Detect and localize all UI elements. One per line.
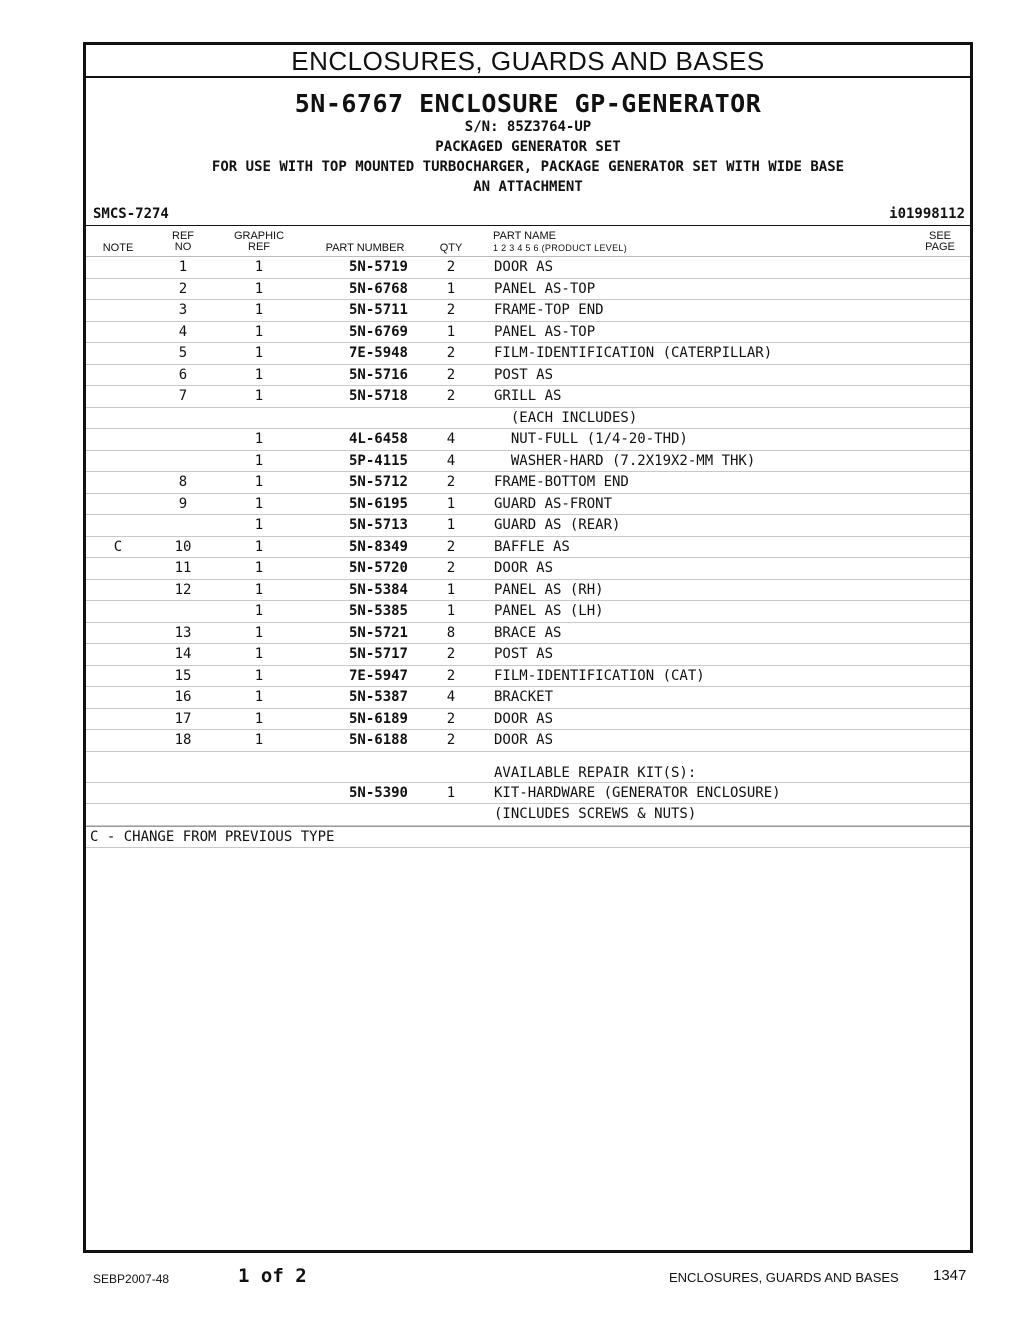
- cell-graphic-ref: 1: [254, 323, 264, 340]
- parts-page-frame: [83, 42, 973, 1253]
- cell-qty: 1: [446, 603, 456, 619]
- table-row: [86, 429, 970, 451]
- cell-part-number: 7E-5948: [348, 345, 408, 361]
- cell-graphic-ref: 1: [254, 302, 264, 318]
- cell-qty: 2: [446, 366, 456, 383]
- column-header-part-number: PART NUMBER: [325, 242, 405, 254]
- cell-ref-no: 8: [178, 474, 188, 490]
- cell-graphic-ref: 1: [254, 474, 264, 490]
- cell-qty: 4: [446, 431, 456, 447]
- cell-qty: 1: [446, 495, 456, 512]
- column-header-line: NO: [174, 241, 192, 253]
- table-row: [86, 730, 970, 752]
- column-header-note: NOTE: [102, 242, 134, 254]
- cell-part-name: PANEL AS-TOP: [494, 280, 596, 297]
- column-header-line: PAGE: [925, 241, 955, 253]
- cell-qty: 2: [446, 710, 456, 727]
- table-row: [86, 580, 970, 602]
- cell-graphic-ref: 1: [254, 538, 264, 555]
- cell-part-name: BAFFLE AS: [494, 538, 570, 555]
- cell-part-number: 5N-5720: [348, 560, 408, 576]
- cell-qty: 2: [446, 667, 456, 684]
- cell-graphic-ref: 1: [254, 667, 264, 684]
- cell-graphic-ref: 1: [254, 495, 264, 512]
- table-row: [86, 783, 970, 805]
- cell-qty: 2: [446, 388, 456, 404]
- cell-graphic-ref: 1: [254, 560, 264, 576]
- cell-graphic-ref: 1: [254, 624, 264, 641]
- table-row: [86, 687, 970, 709]
- cell-part-name: GUARD AS (REAR): [494, 517, 621, 533]
- cell-ref-no: 9: [178, 495, 188, 512]
- footer-page-of: 1 of 2: [238, 1265, 307, 1287]
- column-header-line: REF: [248, 241, 270, 253]
- cell-part-name: (INCLUDES SCREWS & NUTS): [494, 806, 697, 822]
- table-row: [86, 644, 970, 666]
- table-row: [86, 279, 970, 301]
- cell-qty: 2: [446, 732, 456, 748]
- cell-qty: 2: [446, 646, 456, 662]
- cell-ref-no: 1: [178, 259, 188, 275]
- column-header-graphic-ref: [226, 231, 292, 253]
- parts-table-body: [86, 257, 970, 826]
- divider: [86, 225, 970, 226]
- cell-qty: 2: [446, 302, 456, 318]
- smcs-code: SMCS-7274: [93, 206, 169, 222]
- cell-part-number: 5N-5711: [348, 302, 408, 318]
- assembly-description-line: PACKAGED GENERATOR SET: [435, 139, 621, 155]
- cell-part-name: (EACH INCLUDES): [494, 409, 638, 426]
- cell-graphic-ref: 1: [254, 452, 264, 469]
- cell-graphic-ref: 1: [254, 280, 264, 297]
- table-row: [86, 257, 970, 279]
- column-header-ref-no: [163, 231, 203, 253]
- cell-part-number: 5N-5716: [348, 366, 408, 383]
- cell-part-number: 5N-5385: [348, 603, 408, 619]
- cell-part-number: 5N-5721: [348, 624, 408, 641]
- cell-part-number: 5N-5384: [348, 581, 408, 598]
- cell-qty: 8: [446, 624, 456, 641]
- table-row: [86, 752, 970, 783]
- cell-part-name: KIT-HARDWARE (GENERATOR ENCLOSURE): [494, 784, 781, 801]
- cell-qty: 2: [446, 259, 456, 275]
- column-header-line: REF: [172, 230, 194, 242]
- cell-ref-no: 5: [178, 345, 188, 361]
- cell-part-name: BRACKET: [494, 689, 554, 705]
- table-row: [86, 365, 970, 387]
- table-row: [86, 804, 970, 826]
- cell-ref-no: 18: [174, 732, 192, 748]
- cell-ref-no: 12: [174, 581, 192, 598]
- cell-part-number: 4L-6458: [348, 431, 408, 447]
- cell-part-name: POST AS: [494, 646, 554, 662]
- cell-ref-no: 15: [174, 667, 192, 684]
- cell-part-name: DOOR AS: [494, 560, 554, 576]
- cell-part-number: 5N-6768: [348, 280, 408, 297]
- footer-doc-id: SEBP2007-48: [93, 1272, 170, 1286]
- cell-part-name: PANEL AS (LH): [494, 603, 604, 619]
- parts-table: [86, 257, 970, 848]
- cell-qty: 4: [446, 689, 456, 705]
- cell-part-number: 5N-6189: [348, 710, 408, 727]
- cell-part-name: DOOR AS: [494, 710, 554, 727]
- table-row: [86, 300, 970, 322]
- table-row: [86, 623, 970, 645]
- cell-qty: 1: [446, 581, 456, 598]
- cell-part-name: PANEL AS (RH): [494, 581, 604, 598]
- cell-qty: 2: [446, 345, 456, 361]
- cell-ref-no: 14: [174, 646, 192, 662]
- cell-part-number: 7E-5947: [348, 667, 408, 684]
- column-header-product-levels: 1 2 3 4 5 6 (PRODUCT LEVEL): [493, 243, 627, 253]
- column-header-line: SEE: [928, 230, 951, 242]
- serial-number-range: S/N: 85Z3764-UP: [464, 119, 592, 135]
- cell-part-name: WASHER-HARD (7.2X19X2-MM THK): [494, 452, 756, 469]
- cell-graphic-ref: 1: [254, 603, 264, 619]
- cell-part-number: 5N-5719: [348, 259, 408, 275]
- assembly-title: 5N-6767 ENCLOSURE GP-GENERATOR: [294, 89, 762, 118]
- cell-part-number: 5N-6195: [348, 495, 408, 512]
- table-row: [86, 537, 970, 559]
- cell-graphic-ref: 1: [254, 517, 264, 533]
- cell-part-number: 5N-6188: [348, 732, 408, 748]
- cell-graphic-ref: 1: [254, 259, 264, 275]
- table-row: [86, 343, 970, 365]
- cell-part-number: 5N-5718: [348, 388, 408, 404]
- cell-part-name: FRAME-BOTTOM END: [494, 474, 629, 490]
- cell-graphic-ref: 1: [254, 710, 264, 727]
- cell-part-number: 5P-4115: [348, 452, 408, 469]
- cell-graphic-ref: 1: [254, 689, 264, 705]
- cell-part-number: 5N-8349: [348, 538, 408, 555]
- cell-qty: 1: [446, 280, 456, 297]
- cell-graphic-ref: 1: [254, 366, 264, 383]
- table-row: [86, 408, 970, 430]
- cell-note: C: [113, 538, 123, 555]
- assembly-description-line: FOR USE WITH TOP MOUNTED TURBOCHARGER, PACKAGE GENERATOR SET WITH WIDE BASE: [211, 159, 845, 175]
- table-row: [86, 666, 970, 688]
- cell-part-name: FILM-IDENTIFICATION (CAT): [494, 667, 705, 684]
- cell-ref-no: 16: [174, 689, 192, 705]
- change-note: [86, 826, 970, 848]
- cell-graphic-ref: 1: [254, 646, 264, 662]
- section-header: ENCLOSURES, GUARDS AND BASES: [86, 45, 970, 78]
- table-row: [86, 558, 970, 580]
- cell-graphic-ref: 1: [254, 388, 264, 404]
- cell-ref-no: 7: [178, 388, 188, 404]
- cell-part-number: 5N-5717: [348, 646, 408, 662]
- cell-ref-no: 13: [174, 624, 192, 641]
- cell-ref-no: 2: [178, 280, 188, 297]
- column-header-see-page: [918, 231, 962, 253]
- cell-part-number: 5N-5713: [348, 517, 408, 533]
- cell-part-name: DOOR AS: [494, 259, 554, 275]
- cell-part-name: AVAILABLE REPAIR KIT(S):: [494, 764, 697, 781]
- table-row: [86, 515, 970, 537]
- column-header-qty: QTY: [439, 242, 463, 254]
- change-note-text: C - CHANGE FROM PREVIOUS TYPE: [90, 828, 335, 845]
- cell-part-name: FRAME-TOP END: [494, 302, 604, 318]
- cell-graphic-ref: 1: [254, 732, 264, 748]
- cell-qty: 2: [446, 474, 456, 490]
- cell-ref-no: 10: [174, 538, 192, 555]
- cell-ref-no: 17: [174, 710, 192, 727]
- cell-part-name: PANEL AS-TOP: [494, 323, 596, 340]
- cell-ref-no: 3: [178, 302, 188, 318]
- cell-ref-no: 6: [178, 366, 188, 383]
- cell-part-name: DOOR AS: [494, 732, 554, 748]
- table-row: [86, 494, 970, 516]
- cell-graphic-ref: 1: [254, 431, 264, 447]
- cell-qty: 1: [446, 323, 456, 340]
- cell-qty: 2: [446, 538, 456, 555]
- footer-section-title: ENCLOSURES, GUARDS AND BASES: [669, 1270, 899, 1285]
- cell-qty: 1: [446, 517, 456, 533]
- table-row: [86, 451, 970, 473]
- cell-part-name: BRACE AS: [494, 624, 562, 641]
- cell-part-name: GUARD AS-FRONT: [494, 495, 613, 512]
- column-header-part-name: PART NAME: [493, 230, 556, 242]
- illustration-id: i01998112: [889, 206, 965, 222]
- cell-part-name: FILM-IDENTIFICATION (CATERPILLAR): [494, 345, 773, 361]
- cell-qty: 2: [446, 560, 456, 576]
- table-row: [86, 386, 970, 408]
- cell-part-number: 5N-6769: [348, 323, 408, 340]
- cell-graphic-ref: 1: [254, 581, 264, 598]
- table-row: [86, 322, 970, 344]
- table-row: [86, 709, 970, 731]
- cell-part-number: 5N-5390: [348, 784, 408, 801]
- cell-graphic-ref: 1: [254, 345, 264, 361]
- cell-part-name: NUT-FULL (1/4-20-THD): [494, 431, 688, 447]
- cell-part-number: 5N-5712: [348, 474, 408, 490]
- table-row: [86, 601, 970, 623]
- footer-page-number: 1347: [933, 1267, 967, 1284]
- cell-ref-no: 4: [178, 323, 188, 340]
- cell-ref-no: 11: [174, 560, 192, 576]
- cell-part-number: 5N-5387: [348, 689, 408, 705]
- column-header-line: GRAPHIC: [233, 230, 285, 242]
- assembly-description-line: AN ATTACHMENT: [473, 179, 583, 195]
- cell-part-name: POST AS: [494, 366, 554, 383]
- cell-qty: 4: [446, 452, 456, 469]
- table-row: [86, 472, 970, 494]
- cell-part-name: GRILL AS: [494, 388, 562, 404]
- cell-qty: 1: [446, 784, 456, 801]
